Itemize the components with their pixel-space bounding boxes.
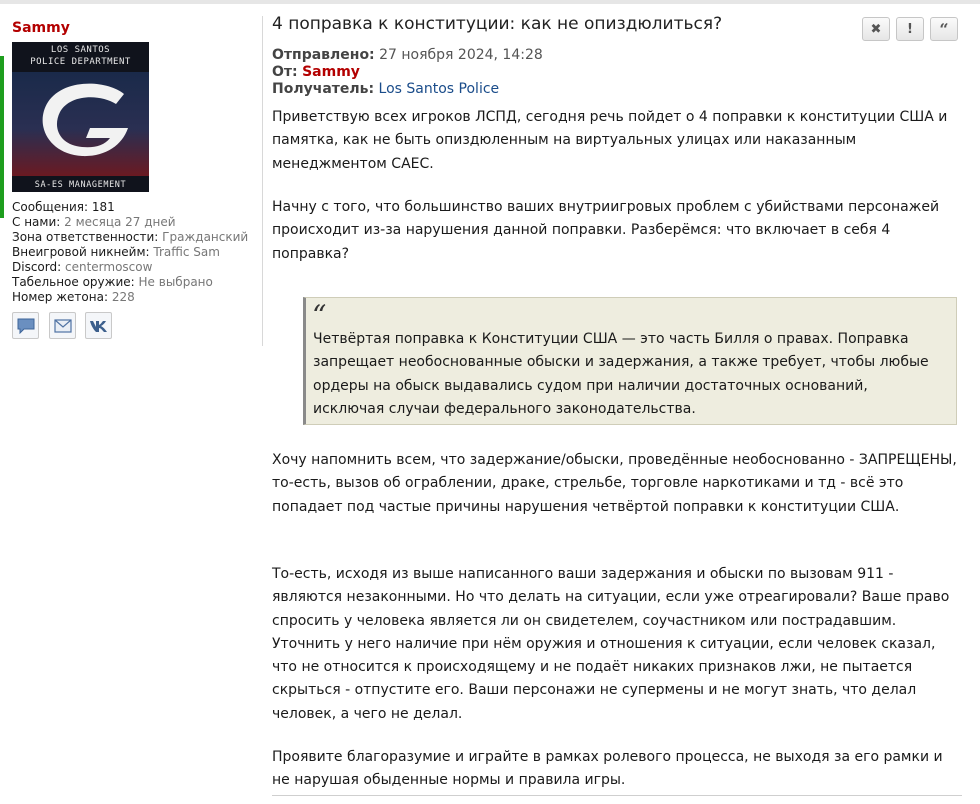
avatar-top-text: LOS SANTOS POLICE DEPARTMENT	[30, 45, 131, 67]
recipient-link[interactable]: Los Santos Police	[378, 81, 500, 97]
author-link[interactable]: Sammy	[302, 64, 360, 80]
vk-icon[interactable]	[85, 312, 112, 339]
post-paragraph: Начну с того, что большинство ваших внутриигровых проблем с убийствами персонажей происходит из-за нарушения данной поправки. Разберёмся: что включает в себя 4 поправка?	[272, 199, 940, 262]
stat-posts: Сообщения: 181	[12, 200, 115, 214]
stat-discord: Discord: centermoscow	[12, 260, 153, 274]
avatar-logo-icon	[12, 42, 149, 192]
meta-from: От: Sammy	[272, 64, 360, 80]
meta-recipient: Получатель: Los Santos Police	[272, 81, 500, 97]
post-paragraph: Хочу напомнить всем, что задержание/обыски, проведённые необоснованно - ЗАПРЕЩЕНЫ, то-есть, вызов об ограблении, драке, стрельбе, торговле наркотиками и тд - всё это попадает под частые причины нарушения четвёртой поправки к конституции США.	[272, 452, 957, 515]
stat-weapon: Табельное оружие: Не выбрано	[12, 275, 213, 289]
quote-text: Четвёртая поправка к Конституции США — это часть Билля о правах. Поправка запрещает необоснованные обыски и задержания, а также требует, чтобы любые ордеры на обыск выдавались судом при наличии достаточных оснований, исключая случаи федерального законодательства.	[313, 331, 929, 417]
quote-block	[303, 297, 957, 425]
report-button[interactable]	[896, 17, 924, 41]
top-divider	[0, 0, 980, 4]
quote-mark-icon: “	[312, 299, 327, 332]
message-icon[interactable]	[12, 312, 39, 339]
post-paragraph: Приветствую всех игроков ЛСПД, сегодня речь пойдет о 4 поправки к конституции США и памятка, как не быть опиздюленным на виртуальных улицах или наказанным менеджментом САЕС.	[272, 109, 948, 172]
post-meta	[272, 47, 543, 98]
avatar-bottom-text: SA-ES MANAGEMENT	[34, 180, 127, 190]
post-paragraph: То-есть, исходя из выше написанного ваши задержания и обыски по вызовам 911 - являются незаконными. Но что делать на ситуации, если уже отреагировали? Ваше право спросить у человека является ли он свидетелем, соучастником или пострадавшим. Уточнить у него наличие при нём оружия и отношения к ситуации, если человек сказал, что не относится к происходящему и не подаёт никаких признаков лжи, не пытается скрыться - отпустите его. Ваши персонажи не супермены и не могут знать, что делал человек, а чего не делал.	[272, 566, 950, 722]
post-title[interactable]: 4 поправка к конституции: как не опиздюлиться?	[272, 14, 723, 34]
poster-stats	[12, 200, 248, 305]
quote-button[interactable]	[930, 17, 958, 41]
post-paragraph: Проявите благоразумие и играйте в рамках ролевого процесса, не выходя за его рамки и не нарушая обыденные нормы и правила игры.	[272, 749, 943, 789]
avatar	[12, 42, 149, 192]
stat-badge-number: Номер жетона: 228	[12, 290, 135, 304]
exclamation-icon: !	[907, 21, 913, 37]
stat-member-for: С нами: 2 месяца 27 дней	[12, 215, 176, 229]
meta-sent: Отправлено: 27 ноября 2024, 14:28	[272, 47, 543, 63]
delete-button[interactable]	[862, 17, 890, 41]
online-indicator	[0, 56, 4, 218]
poster-username[interactable]: Sammy	[12, 20, 70, 36]
poster-profile	[0, 16, 263, 346]
quote-icon: “	[939, 19, 949, 39]
stat-ooc-nick: Внеигровой никнейм: Traffic Sam	[12, 245, 220, 259]
close-icon: ✖	[870, 21, 882, 37]
email-icon[interactable]	[49, 312, 76, 339]
stat-area: Зона ответственности: Гражданский	[12, 230, 249, 244]
post-bottom-divider	[272, 795, 962, 796]
